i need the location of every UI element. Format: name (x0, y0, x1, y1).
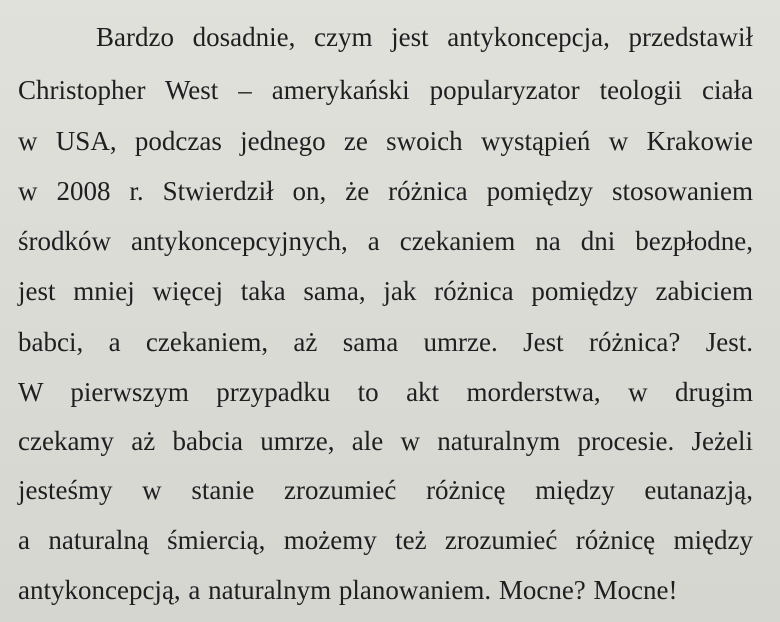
paragraph-line-8: W pierwszym przypadku to akt morderstwa, w drugim (18, 377, 753, 407)
paragraph-line-9: czekamy aż babcia umrze, ale w naturalnym procesie. Jeżeli (18, 426, 753, 456)
paragraph-line-6: jest mniej więcej taka sama, jak różnica pomiędzy zabiciem (18, 276, 753, 306)
paragraph-line-3: w USA, podczas jednego ze swoich wystąpień w Krakowie (18, 126, 753, 156)
paragraph-line-10: jesteśmy w stanie zrozumieć różnicę między eutanazją, (18, 475, 753, 505)
paragraph-line-1: Bardzo dosadnie, czym jest antykoncepcja, przedstawił (96, 22, 753, 52)
paragraph-line-4: w 2008 r. Stwierdził on, że różnica pomiędzy stosowaniem (18, 176, 753, 206)
paragraph-line-2: Christopher West – amerykański popularyzator teologii ciała (18, 75, 753, 105)
paragraph-line-7: babci, a czekaniem, aż sama umrze. Jest różnica? Jest. (18, 327, 753, 357)
paragraph-line-11: a naturalną śmiercią, możemy też zrozumieć różnicę między (18, 525, 753, 555)
paragraph-line-12: antykoncepcją, a naturalnym planowaniem. Mocne? Mocne! (18, 575, 678, 605)
paragraph-line-5: środków antykoncepcyjnych, a czekaniem na dni bezpłodne, (18, 226, 753, 256)
